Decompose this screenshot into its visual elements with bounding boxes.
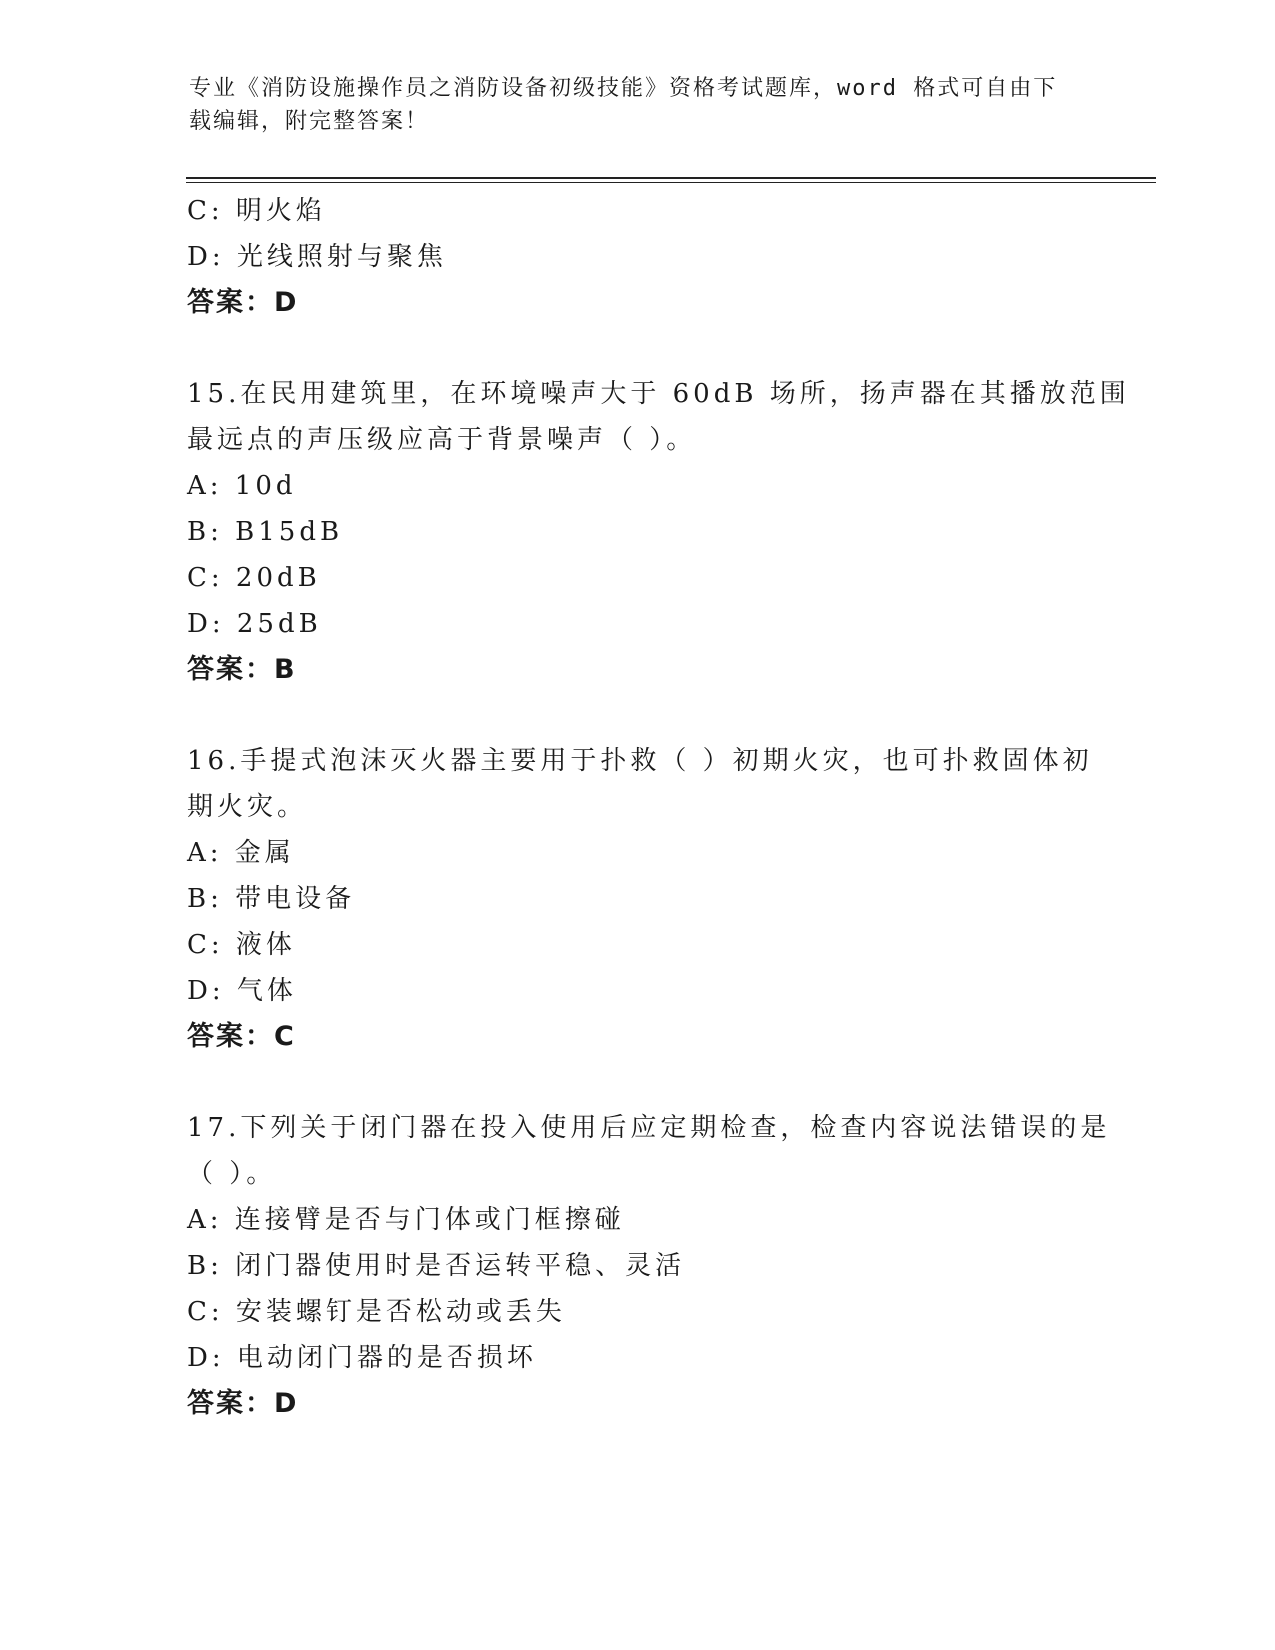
option-b: B: 闭门器使用时是否运转平稳、灵活 <box>187 1251 686 1281</box>
question-fragment <box>187 188 1087 326</box>
option-c: C: 液体 <box>187 930 296 960</box>
option-b: B: 带电设备 <box>187 884 356 914</box>
question-stem: 最远点的声压级应高于背景噪声（ ）。 <box>187 425 697 455</box>
option-a: A: 连接臂是否与门体或门框擦碰 <box>187 1205 625 1235</box>
question-stem: 16.手提式泡沫灭火器主要用于扑救（ ）初期火灾，也可扑救固体初 <box>187 746 1093 776</box>
question-stem: 期火灾。 <box>187 792 308 822</box>
option-c: C: 20dB <box>187 563 321 593</box>
answer-line: 答案：D <box>187 1388 299 1419</box>
header-line: 专业《消防设施操作员之消防设备初级技能》资格考试题库，word 格式可自由下 <box>189 76 1058 101</box>
question-list <box>187 188 1130 1427</box>
question-16 <box>187 738 1093 1060</box>
answer-line: 答案：C <box>187 1021 296 1052</box>
option-b: B: B15dB <box>187 517 344 547</box>
option-c: C: 明火焰 <box>187 196 326 226</box>
header-divider <box>186 182 1156 183</box>
answer-line: 答案：D <box>187 287 299 318</box>
question-17 <box>187 1105 1111 1427</box>
answer-line: 答案：B <box>187 654 297 685</box>
header-line: 载编辑，附完整答案！ <box>189 109 430 134</box>
question-stem: 17.下列关于闭门器在投入使用后应定期检查，检查内容说法错误的是 <box>187 1113 1111 1143</box>
option-a: A: 10d <box>187 471 297 501</box>
question-stem: （ ）。 <box>187 1159 277 1189</box>
option-d: D: 25dB <box>187 609 322 639</box>
option-a: A: 金属 <box>187 838 295 868</box>
option-c: C: 安装螺钉是否松动或丢失 <box>187 1297 566 1327</box>
question-15 <box>187 371 1130 693</box>
option-d: D: 电动闭门器的是否损坏 <box>187 1343 537 1373</box>
option-d: D: 光线照射与聚焦 <box>187 242 447 272</box>
page-header <box>189 72 1089 138</box>
header-divider <box>186 177 1156 179</box>
option-d: D: 气体 <box>187 976 297 1006</box>
question-stem: 15.在民用建筑里，在环境噪声大于 60dB 场所，扬声器在其播放范围 <box>187 379 1130 409</box>
